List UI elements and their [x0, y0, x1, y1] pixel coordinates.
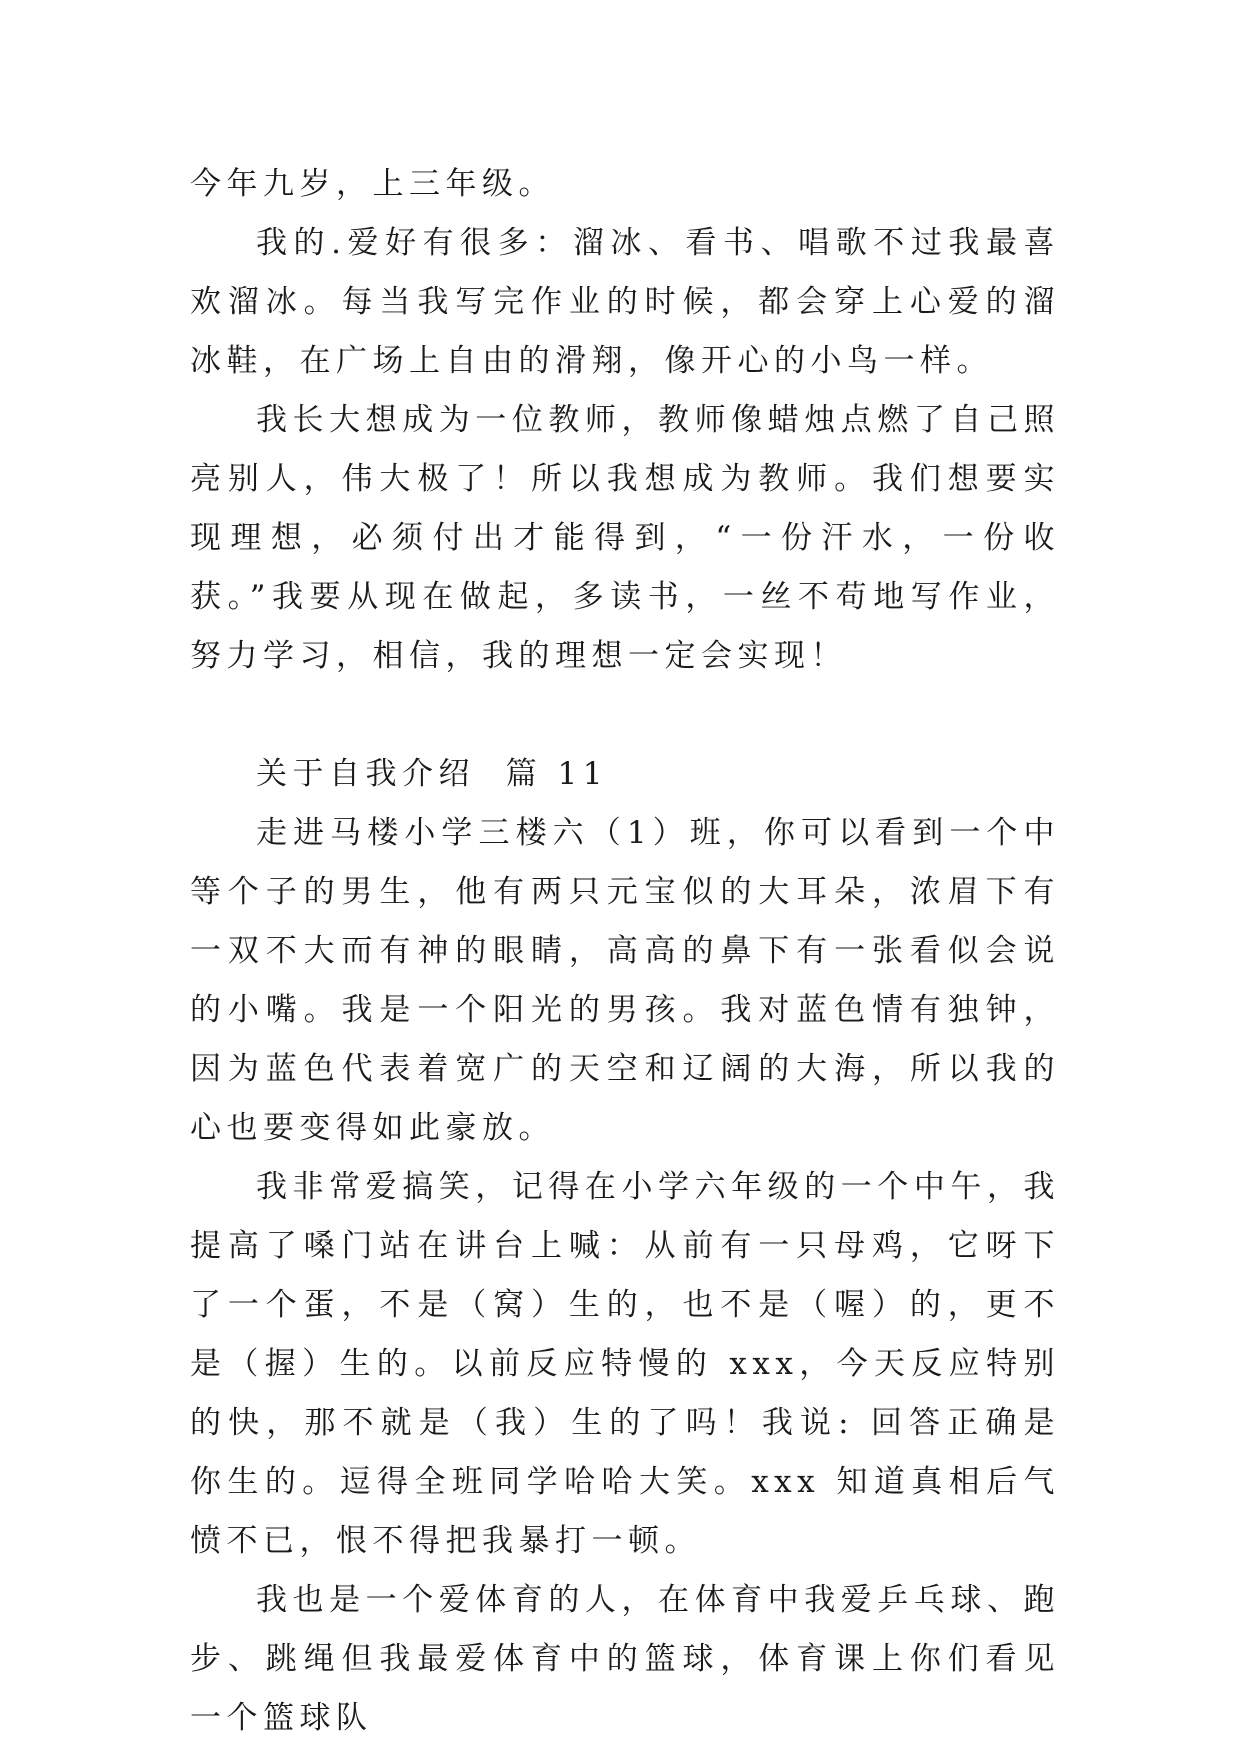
- paragraph-continuation: 今年九岁，上三年级。: [190, 166, 555, 202]
- paragraph-appearance: 走进马楼小学三楼六（1）班，你可以看到一个中等个子的男生，他有两只元宝似的大耳朵，浓眉下有一双不大而有神的眼睛，高高的鼻下有一张看似会说的小嘴。我是一个阳光的男孩。我对蓝色情有独钟，因为蓝色代表着宽广的天空和辽阔的大海，所以我的心也要变得如此豪放。: [190, 815, 1060, 1146]
- paragraph-hobbies: 我的.爱好有很多：溜冰、看书、唱歌不过我最喜欢溜冰。每当我写完作业的时候，都会穿上心爱的溜冰鞋，在广场上自由的滑翔，像开心的小鸟一样。: [190, 225, 1060, 379]
- document-body: [190, 155, 1060, 1748]
- paragraph-dream: 我长大想成为一位教师，教师像蜡烛点燃了自己照亮别人，伟大极了！所以我想成为教师。我们想要实现理想，必须付出才能得到，“一份汗水，一份收获。”我要从现在做起，多读书，一丝不苟地写作业，努力学习，相信，我的理想一定会实现！: [190, 402, 1060, 674]
- paragraph-sports: 我也是一个爱体育的人，在体育中我爱乒乓球、跑步、跳绳但我最爱体育中的篮球，体育课上你们看见一个篮球队: [190, 1582, 1060, 1736]
- paragraph-humor: 我非常爱搞笑，记得在小学六年级的一个中午，我提高了嗓门站在讲台上喊：从前有一只母鸡，它呀下了一个蛋，不是（窝）生的，也不是（喔）的，更不是（握）生的。以前反应特慢的 xxx，今天反应特别的快，那不就是（我）生的了吗！我说: 回答正确是你生的。逗得全班同学哈哈大笑。xxx 知道真相后气愤不已，恨不得把我暴打一顿。: [190, 1169, 1060, 1559]
- section-heading: 关于自我介绍 篇 11: [256, 756, 609, 792]
